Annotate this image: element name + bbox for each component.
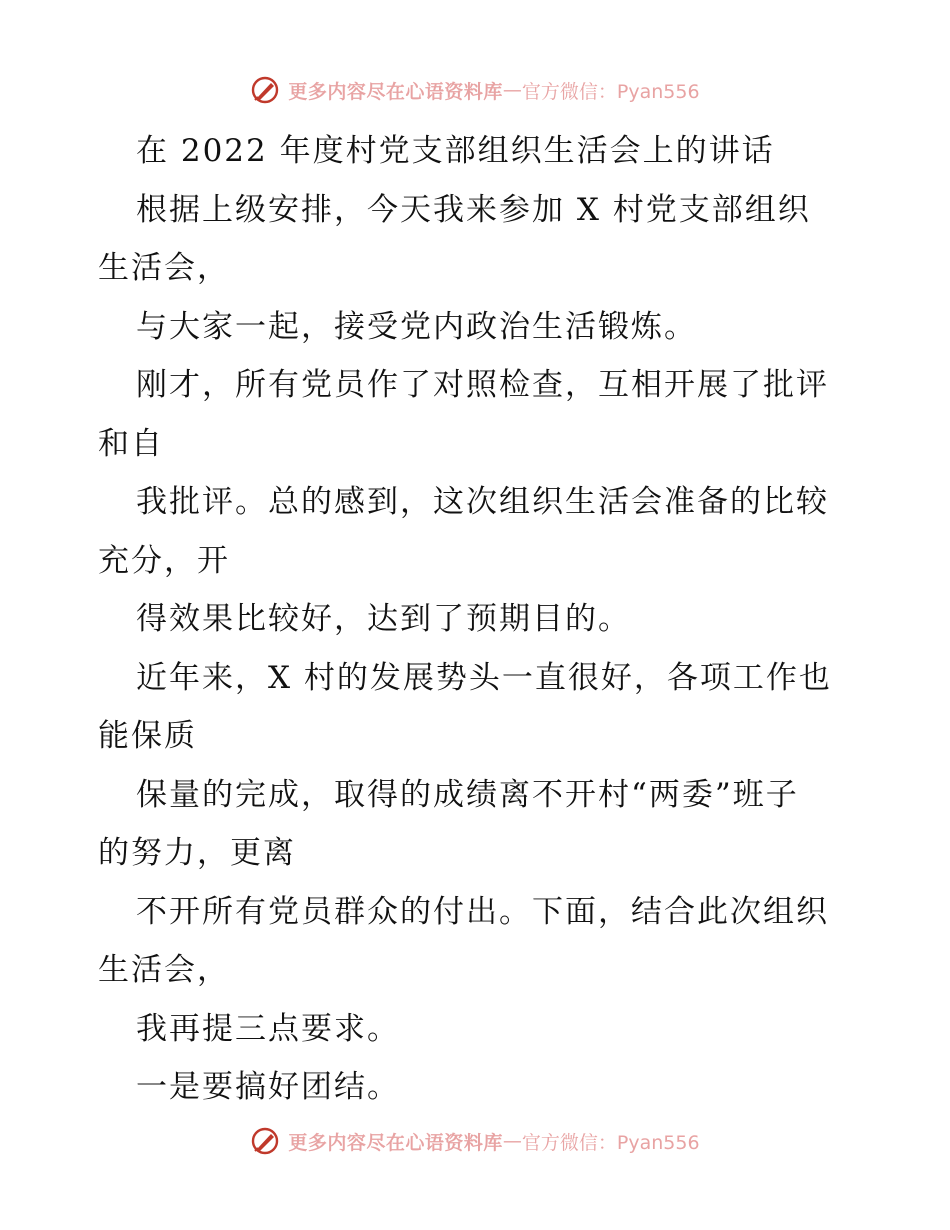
paragraph-line: 生活会， <box>98 250 230 286</box>
paragraph-line: 和自 <box>98 425 164 462</box>
paragraph-line: 我批评。总的感到，这次组织生活会准备的比较 <box>136 484 829 520</box>
paragraph-line: 近年来，X 村的发展势头一直很好，各项工作也 <box>136 659 832 696</box>
paragraph-line: 我再提三点要求。 <box>136 1010 400 1047</box>
watermark-separator: — <box>502 79 522 101</box>
footer-watermark <box>0 1121 950 1161</box>
paragraph-line: 保量的完成，取得的成绩离不开村“两委”班子 <box>136 776 799 813</box>
header-watermark <box>0 70 950 110</box>
watermark-separator: — <box>502 1130 522 1152</box>
paragraph-line: 生活会， <box>98 952 230 988</box>
watermark-text: 更多内容尽在心语资料库 <box>288 1131 503 1154</box>
paragraph-line: 一是要搞好团结。 <box>136 1069 400 1105</box>
quill-pen-logo-icon <box>250 1126 280 1156</box>
paragraph-line: 根据上级安排，今天我来参加 X 村党支部组织 <box>136 191 811 228</box>
watermark-contact: 官方微信：Pyan556 <box>521 1131 700 1154</box>
paragraph-line: 的努力，更离 <box>98 835 296 871</box>
paragraph-line: 不开所有党员群众的付出。下面，结合此次组织 <box>136 893 829 930</box>
paragraph-line: 得效果比较好，达到了预期目的。 <box>136 601 631 637</box>
paragraph-line: 能保质 <box>98 718 197 754</box>
paragraph-line: 充分，开 <box>98 542 230 579</box>
watermark-contact: 官方微信：Pyan556 <box>521 80 700 103</box>
paragraph-line: 与大家一起，接受党内政治生活锻炼。 <box>136 308 697 345</box>
document-body <box>98 122 858 1117</box>
document-title: 在 2022 年度村党支部组织生活会上的讲话 <box>136 133 775 169</box>
paragraph-line: 刚才，所有党员作了对照检查，互相开展了批评 <box>136 367 829 403</box>
watermark-text: 更多内容尽在心语资料库 <box>288 80 503 103</box>
quill-pen-logo-icon <box>250 75 280 105</box>
